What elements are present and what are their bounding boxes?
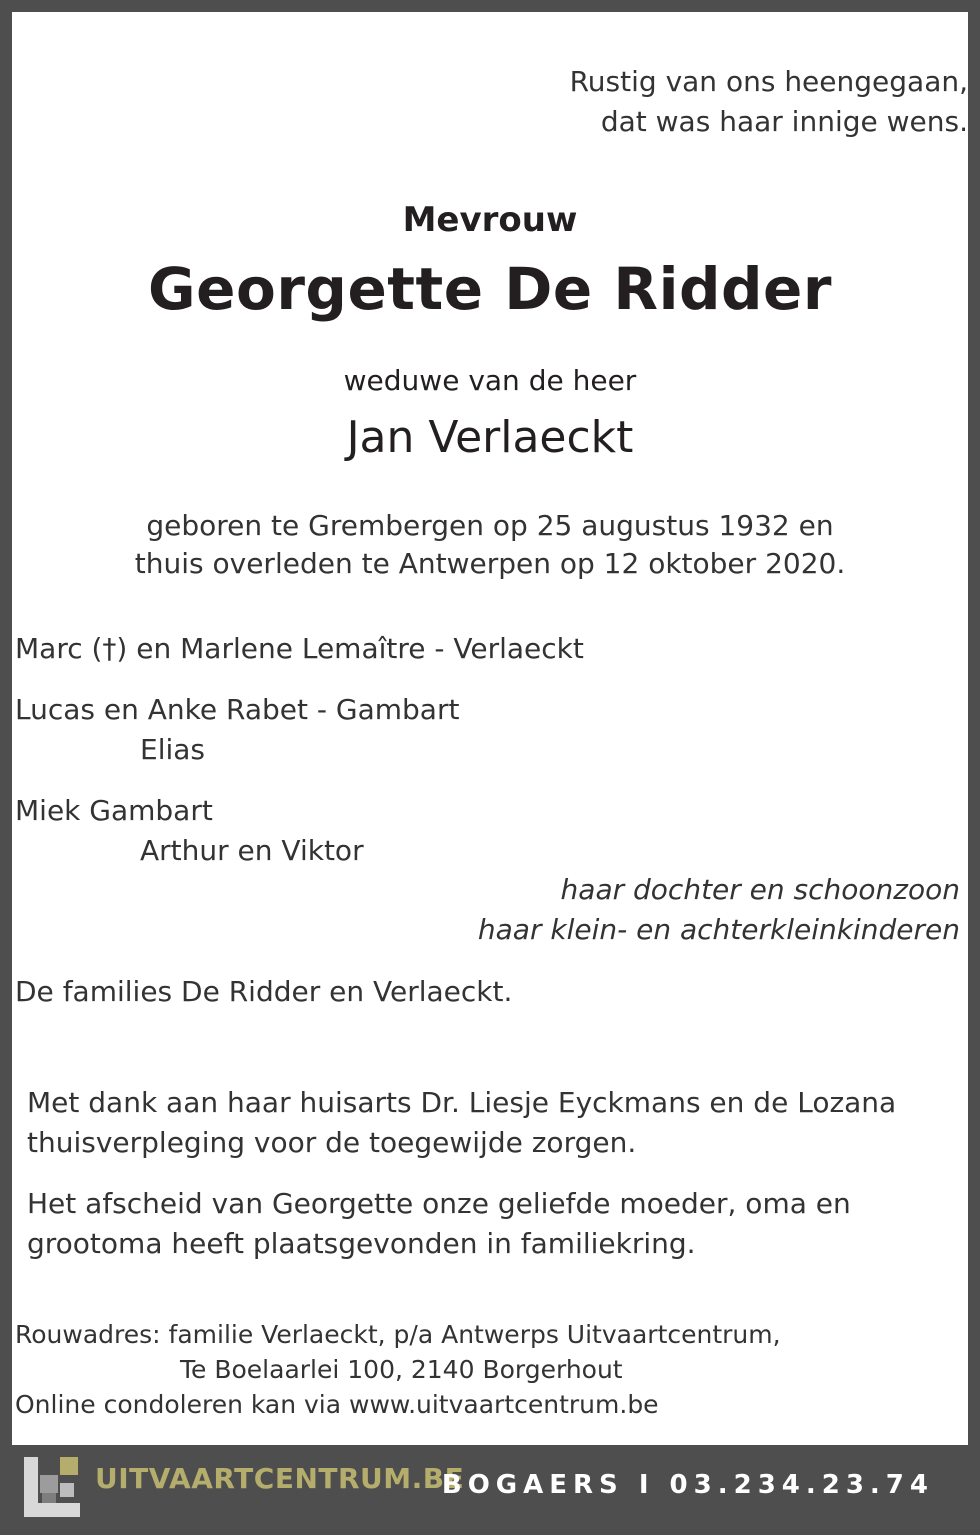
verse-line-2: dat was haar innige wens. <box>600 105 968 138</box>
family-grandchild-2: Miek Gambart <box>15 794 213 827</box>
birth-line: geboren te Grembergen op 25 augustus 1932 en <box>146 509 834 542</box>
deceased-name: Georgette De Ridder <box>148 255 832 323</box>
relation-children: haar dochter en schoonzoon <box>560 873 960 906</box>
footer-bar <box>0 1445 980 1535</box>
relation-grandchildren: haar klein- en achterkleinkinderen <box>477 913 960 946</box>
husband-name: Jan Verlaeckt <box>346 412 634 463</box>
death-line: thuis overleden te Antwerpen op 12 oktober 2020. <box>134 547 846 580</box>
farewell-line-2: grootoma heeft plaatsgevonden in familiekring. <box>27 1227 696 1260</box>
farewell-paragraph <box>27 1184 851 1264</box>
farewell-line-1: Het afscheid van Georgette onze geliefde moeder, oma en <box>27 1187 851 1220</box>
family-great-grandchild-2: Arthur en Viktor <box>140 834 364 867</box>
address-line-2: Te Boelaarlei 100, 2140 Borgerhout <box>180 1355 623 1384</box>
families: De families De Ridder en Verlaeckt. <box>15 975 513 1008</box>
thanks-line-2: thuisverpleging voor de toegewijde zorgen. <box>27 1126 637 1159</box>
thanks-paragraph <box>27 1083 896 1163</box>
family-children: Marc (†) en Marlene Lemaître - Verlaeckt <box>15 632 584 665</box>
thanks-line-1: Met dank aan haar huisarts Dr. Liesje Eyckmans en de Lozana <box>27 1086 897 1119</box>
deceased-title: Mevrouw <box>402 200 578 240</box>
footer-company: BOGAERS I 03.234.23.74 <box>441 1470 934 1500</box>
verse <box>368 62 968 142</box>
family-grandchild-1: Lucas en Anke Rabet - Gambart <box>15 693 460 726</box>
birth-death-info <box>12 507 968 583</box>
widow-intro: weduwe van de heer <box>343 364 637 397</box>
death-notice-card <box>12 12 968 1445</box>
address-line-3: Online condoleren kan via www.uitvaartcentrum.be <box>15 1390 659 1419</box>
family-great-grandchild-1: Elias <box>140 733 205 766</box>
footer-brand: UITVAARTCENTRUM.BE <box>95 1462 465 1495</box>
uitvaartcentrum-logo-icon <box>24 1457 80 1517</box>
address-line-1: Rouwadres: familie Verlaeckt, p/a Antwerps Uitvaartcentrum, <box>15 1320 781 1349</box>
verse-line-1: Rustig van ons heengegaan, <box>569 65 968 98</box>
